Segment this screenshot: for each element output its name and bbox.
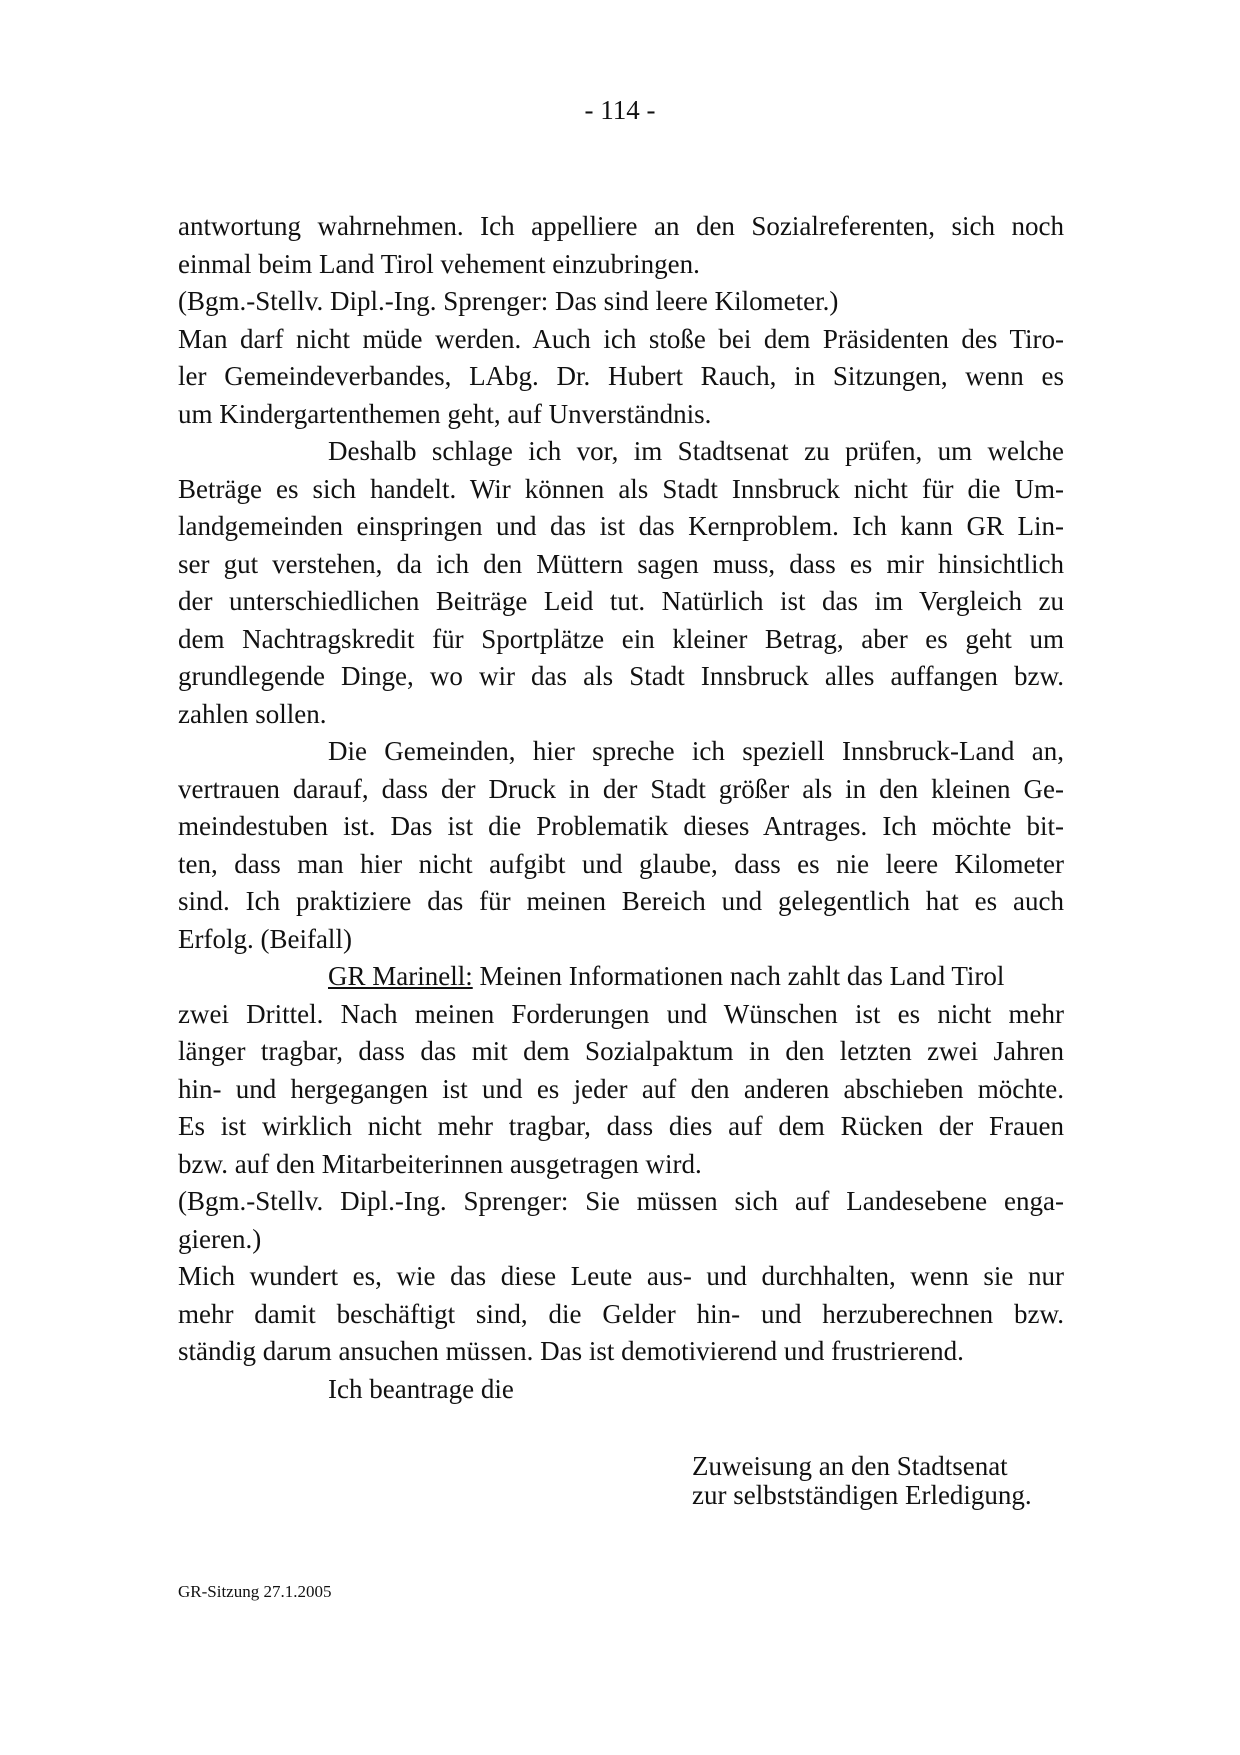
- text-line: ten, dass man hier nicht aufgibt und glaube, dass es nie leere Kilometer: [178, 848, 1064, 879]
- text-line: vertrauen darauf, dass der Druck in der Stadt größer als in den kleinen Ge-: [178, 773, 1064, 804]
- text-line: zahlen sollen.: [178, 698, 327, 729]
- text-line: länger tragbar, dass das mit dem Sozialpaktum in den letzten zwei Jahren: [178, 1036, 1064, 1066]
- text-line: ständig darum ansuchen müssen. Das ist demotivierend und frustrierend.: [178, 1336, 964, 1366]
- text-line: landgemeinden einspringen und das ist das Kernproblem. Ich kann GR Lin-: [178, 511, 1064, 541]
- speaker-text: Meinen Informationen nach zahlt das Land Tirol: [472, 961, 1005, 991]
- text-line: sind. Ich praktiziere das für meinen Bereich und gelegentlich hat es auch: [178, 886, 1064, 916]
- text-line: Es ist wirklich nicht mehr tragbar, dass dies auf dem Rücken der Frauen: [178, 1111, 1064, 1141]
- page-number: - 114 -: [584, 95, 656, 125]
- body-text: [178, 208, 1064, 1408]
- text-line: Mich wundert es, wie das diese Leute aus- und durchhalten, wenn sie nur: [178, 1261, 1064, 1291]
- closing-line: Zuweisung an den Stadtsenat: [692, 1451, 1008, 1481]
- speaker-name: GR Marinell:: [328, 961, 473, 991]
- interjection-line: (Bgm.-Stellv. Dipl.-Ing. Sprenger: Sie müssen sich auf Landesebene enga-: [178, 1186, 1064, 1216]
- footer: GR-Sitzung 27.1.2005: [178, 1582, 332, 1601]
- text-line: einmal beim Land Tirol vehement einzubringen.: [178, 248, 700, 279]
- interjection-line: (Bgm.-Stellv. Dipl.-Ing. Sprenger: Das sind leere Kilometer.): [178, 286, 839, 316]
- paragraph-start-line: Die Gemeinden, hier spreche ich speziell Innsbruck-Land an,: [328, 736, 1064, 766]
- text-line: Man darf nicht müde werden. Auch ich stoße bei dem Präsidenten des Tiro-: [178, 323, 1064, 354]
- text-line: mehr damit beschäftigt sind, die Gelder hin- und herzuberechnen bzw.: [178, 1298, 1064, 1329]
- text-line: um Kindergartenthemen geht, auf Unverständnis.: [178, 398, 712, 429]
- text-line: Beträge es sich handelt. Wir können als Stadt Innsbruck nicht für die Um-: [178, 473, 1064, 504]
- speaker-line: [178, 958, 1064, 996]
- text-line: ser gut verstehen, da ich den Müttern sagen muss, dass es mir hinsichtlich: [178, 548, 1064, 579]
- text-line: grundlegende Dinge, wo wir das als Stadt Innsbruck alles auffangen bzw.: [178, 661, 1064, 691]
- text-line: zwei Drittel. Nach meinen Forderungen und Wünschen ist es nicht mehr: [178, 998, 1064, 1029]
- text-line: der unterschiedlichen Beiträge Leid tut. Natürlich ist das im Vergleich zu: [178, 586, 1064, 616]
- text-line: bzw. auf den Mitarbeiterinnen ausgetragen wird.: [178, 1148, 702, 1179]
- text-line: Erfolg. (Beifall): [178, 923, 352, 954]
- interjection-line: gieren.): [178, 1223, 262, 1254]
- motion-line: Ich beantrage die: [328, 1373, 514, 1404]
- paragraph-start-line: Deshalb schlage ich vor, im Stadtsenat zu prüfen, um welche: [328, 436, 1064, 466]
- text-line: meindestuben ist. Das ist die Problematik dieses Antrages. Ich möchte bit-: [178, 811, 1064, 841]
- text-line: ler Gemeindeverbandes, LAbg. Dr. Hubert Rauch, in Sitzungen, wenn es: [178, 361, 1064, 391]
- closing-block: [692, 1452, 1092, 1510]
- text-line: hin- und hergegangen ist und es jeder auf den anderen abschieben möchte.: [178, 1073, 1064, 1104]
- text-line: antwortung wahrnehmen. Ich appelliere an den Sozialreferenten, sich noch: [178, 211, 1064, 241]
- closing-line: zur selbstständigen Erledigung.: [692, 1480, 1032, 1510]
- text-line: dem Nachtragskredit für Sportplätze ein kleiner Betrag, aber es geht um: [178, 623, 1064, 654]
